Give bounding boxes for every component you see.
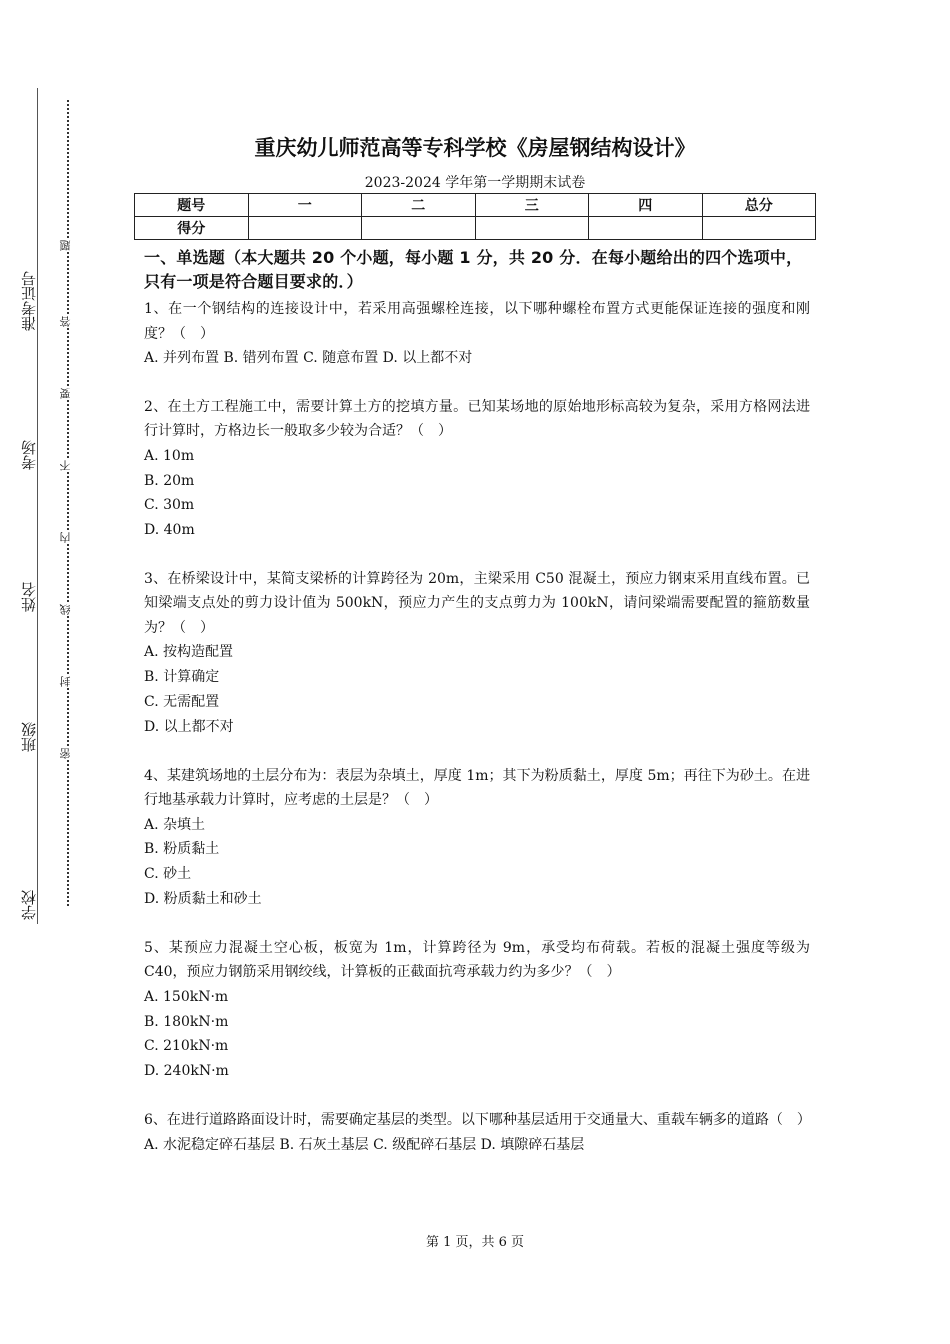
question [144, 936, 810, 1084]
seal-char: 答 [60, 316, 76, 327]
score-table-score-label: 得分 [135, 217, 249, 240]
question-stem: 1、在一个钢结构的连接设计中，若采用高强螺栓连接，以下哪种螺栓布置方式更能保证连接的强度和刚度？（ ） [144, 301, 810, 342]
score-cell [248, 217, 362, 240]
side-label-name: 姓名 [20, 582, 38, 612]
question [144, 395, 810, 543]
question-option: A. 150kN·m [144, 988, 229, 1005]
question-option: B. 计算确定 [144, 669, 220, 686]
question-option: A. 10m [144, 447, 195, 464]
question-option: D. 粉质黏土和砂土 [144, 891, 262, 908]
seal-char: 题 [60, 240, 76, 251]
question-option: C. 无需配置 [144, 694, 220, 711]
question-option: C. 30m [144, 497, 195, 514]
score-table-header-row [135, 194, 816, 217]
seal-char: 线 [60, 604, 76, 615]
side-label-exam-number: 准考证号 [20, 271, 38, 331]
side-label-exam-room: 考场 [20, 440, 38, 470]
seal-char: 要 [60, 388, 76, 399]
side-label-class: 班级 [20, 722, 38, 752]
score-cell [475, 217, 589, 240]
question-stem: 5、某预应力混凝土空心板，板宽为 1m，计算跨径为 9m，承受均布荷载。若板的混凝土强度等级为 C40，预应力钢筋采用钢绞线，计算板的正截面抗弯承载力约为多少？（ ） [144, 939, 810, 981]
score-cell [589, 217, 703, 240]
question [144, 567, 810, 740]
question-option: B. 180kN·m [144, 1013, 229, 1030]
question-option: D. 40m [144, 522, 195, 539]
score-table-header-cell: 一 [248, 194, 362, 217]
question-option: A. 杂填土 [144, 816, 206, 833]
question-option: D. 240kN·m [144, 1063, 229, 1080]
question-option: C. 210kN·m [144, 1038, 229, 1055]
binding-line-solid [37, 88, 38, 924]
seal-char: 不 [60, 460, 76, 471]
question-stem: 6、在进行道路路面设计时，需要确定基层的类型。以下哪种基层适用于交通量大、重载车辆多的道路（ ） [144, 1112, 811, 1129]
page-number: 第 1 页，共 6 页 [425, 1235, 525, 1250]
score-table-score-row [135, 217, 816, 240]
exam-title: 重庆幼儿师范高等专科学校《房屋钢结构设计》 [254, 136, 696, 160]
question-option: D. 以上都不对 [144, 718, 234, 735]
score-cell [702, 217, 816, 240]
question [144, 764, 810, 912]
score-table-header-cell: 题号 [135, 194, 249, 217]
score-table-header-cell: 二 [362, 194, 476, 217]
question-stem: 4、某建筑场地的土层分布为：表层为杂填土，厚度 1m；其下为粉质黏土，厚度 5m；再往下为砂土。在进行地基承载力计算时，应考虑的土层是？（ ） [144, 767, 810, 809]
score-table-header-cell: 四 [589, 194, 703, 217]
exam-subtitle: 2023-2024 学年第一学期期末试卷 [364, 175, 586, 191]
question-option: B. 粉质黏土 [144, 841, 220, 858]
seal-char: 内 [60, 532, 76, 543]
question-option: C. 砂土 [144, 866, 192, 883]
score-table-header-cell: 三 [475, 194, 589, 217]
question [144, 297, 810, 371]
exam-content [144, 246, 810, 1181]
question-stem: 2、在土方工程施工中，需要计算土方的挖填方量。已知某场地的原始地形标高较为复杂，采用方格网法进行计算时，方格边长一般取多少较为合适？（ ） [144, 398, 810, 440]
score-table-header-cell: 总分 [702, 194, 816, 217]
score-cell [362, 217, 476, 240]
question-option: B. 20m [144, 472, 195, 489]
question-option: A. 按构造配置 [144, 644, 234, 661]
score-table [134, 193, 816, 240]
question [144, 1108, 810, 1157]
side-label-school: 学校 [20, 890, 38, 920]
binding-line-dotted [67, 100, 69, 906]
seal-char: 密 [60, 748, 76, 759]
question-options-inline: A. 水泥稳定碎石基层 B. 石灰土基层 C. 级配碎石基层 D. 填隙碎石基层 [144, 1136, 585, 1153]
seal-char: 封 [60, 676, 76, 687]
section-heading: 一、单选题（本大题共 20 个小题，每小题 1 分，共 20 分．在每小题给出的四个选项中，只有一项是符合题目要求的．） [144, 248, 803, 291]
question-stem: 3、在桥梁设计中，某简支梁桥的计算跨径为 20m，主梁采用 C50 混凝土，预应力钢束采用直线布置。已知梁端支点处的剪力设计值为 500kN，预应力产生的支点剪力为 100kN，请问梁端需要配置的箍筋数量为？（ ） [144, 570, 810, 636]
question-options-inline: A. 并列布置 B. 错列布置 C. 随意布置 D. 以上都不对 [144, 350, 473, 366]
